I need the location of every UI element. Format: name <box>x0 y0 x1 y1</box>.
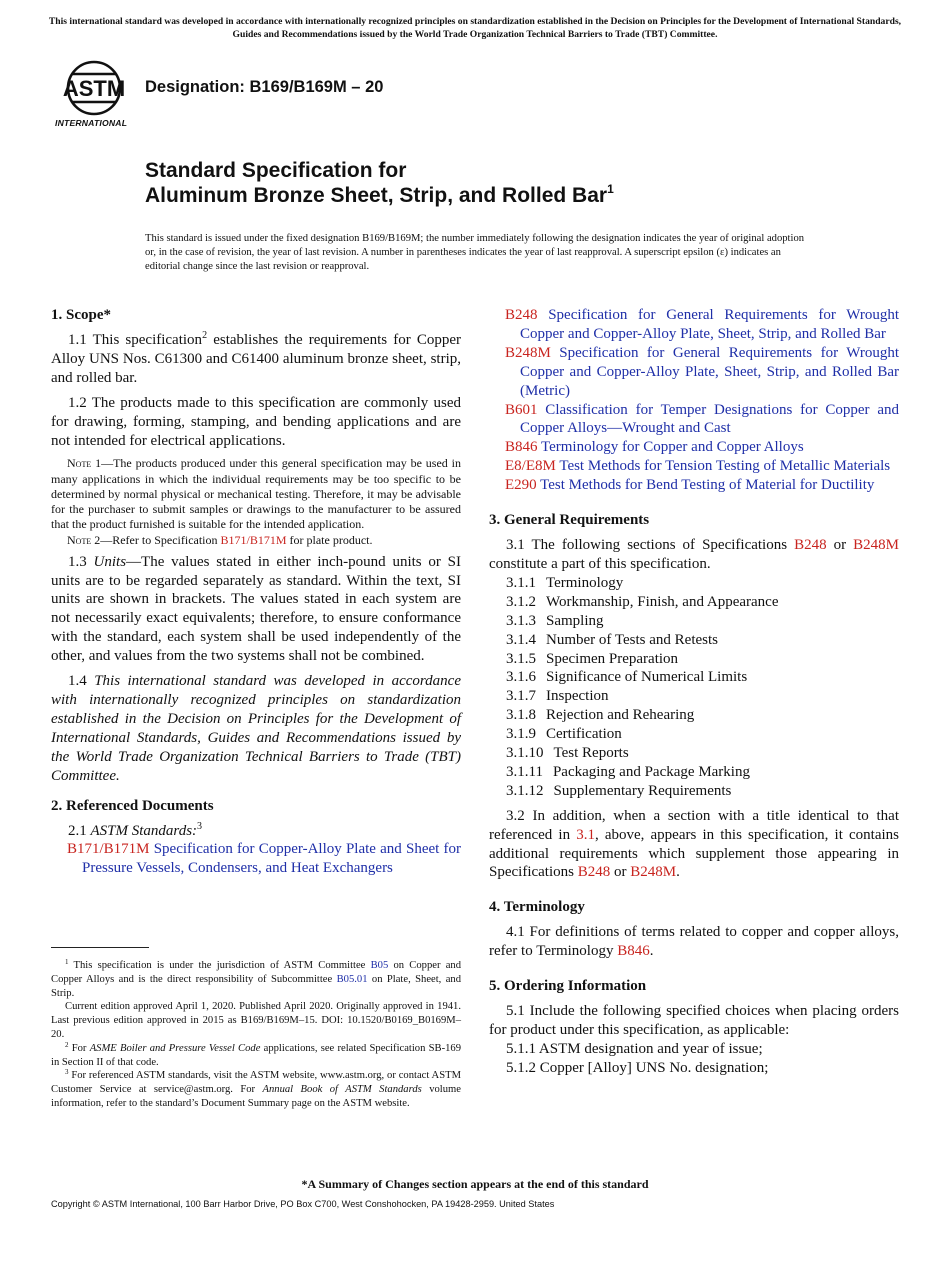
title-line-1: Standard Specification for <box>145 159 407 182</box>
ref-code-b248[interactable]: B248 <box>505 307 538 323</box>
list-item: 3.1.10 Test Reports <box>506 745 629 762</box>
footnote-1-edition: Current edition approved April 1, 2020. Published April 2020. Originally approved in 1941. Last previous edition approved in 2015 as B169/B169M–15. DOI: 10.1520/B0169_B0169M–20. <box>51 1001 461 1040</box>
note-1: Note 1—The products produced under this general specification may be used in many applications in which the individual requirements may be too specific to be determined by normal physical or mechanical testing. Therefore, it may be advisable for the purchaser to submit samples or drawings to the manufacturer to be assured that the product furnished is suitable for the intended application. <box>51 456 461 532</box>
list-item: 3.1.3 Sampling <box>506 612 604 629</box>
list-item: 3.1.12 Supplementary Requirements <box>506 782 732 799</box>
right-column <box>489 306 899 1078</box>
list-item: 3.1.11 Packaging and Package Marking <box>506 763 750 780</box>
list-item: 3.1.5 Specimen Preparation <box>506 650 679 667</box>
ref-code-e8[interactable]: E8/E8M <box>505 458 556 475</box>
left-column <box>51 306 461 878</box>
document-title <box>145 158 614 208</box>
link-b248[interactable]: B248 <box>794 537 827 554</box>
para-1-1: 1.1 This specification$^2$ establishes the requirements for Copper Alloy UNS Nos. C61300 and C61400 aluminum bronze sheet, strip, and rolled bar. <box>51 330 462 386</box>
para-3-1: 3.1 The following sections of Specifications B248 or B248M constitute a part of this specification. <box>489 537 899 572</box>
link-b05-01[interactable]: B05.01 <box>336 973 368 985</box>
link-b171[interactable]: B171/B171M <box>220 533 287 548</box>
list-item: 3.1.6 Significance of Numerical Limits <box>506 669 748 686</box>
ref-item <box>489 476 899 495</box>
list-item: 3.1.7 Inspection <box>506 688 609 705</box>
note-2: Note 2—Refer to Specification B171/B171M for plate product. <box>67 533 373 548</box>
logo-mark: ASTM <box>62 76 126 101</box>
logo-label: INTERNATIONAL <box>55 118 128 128</box>
list-item: 3.1.9 Certification <box>506 726 622 743</box>
ref-code-e290[interactable]: E290 <box>505 477 537 494</box>
astm-logo <box>52 58 136 132</box>
ref-title-b601[interactable]: Classification for Temper Designations for Copper and Copper Alloys—Wrought and Cast <box>520 401 899 437</box>
para-1-4: 1.4 This international standard was developed in accordance with internationally recognized principles on standardization established in the Decision on Principles for the Development of International Standards, Guides and Recommendations issued by the World Trade Organization Technical Barriers to Trade (TBT) Committee. <box>51 673 461 784</box>
para-3-2: 3.2 In addition, when a section with a title identical to that referenced in 3.1, above, appears in this specification, it contains additional requirements which supplement those appearing in Specifications B248 or B248M. <box>489 807 899 881</box>
link-b248m[interactable]: B248M <box>630 864 677 881</box>
footnotes <box>51 959 461 1111</box>
title-footnote-mark[interactable]: 1 <box>607 182 614 196</box>
ref-item <box>489 457 899 476</box>
list-item: 3.1.4 Number of Tests and Retests <box>506 631 718 648</box>
top-notice: This international standard was developed in accordance with internationally recognized principles on standardization established in the Decision on Principles for the Development of International Standards, Guides and Recommendations issued by the World Trade Organization Technical Barriers to Trade (TBT) Committee. <box>48 16 902 40</box>
ref-item <box>489 344 899 401</box>
section-3-list <box>489 574 899 801</box>
footnote-2-mark[interactable]: 2 <box>202 330 208 341</box>
ref-code-b601[interactable]: B601 <box>505 401 538 418</box>
para-2-1: 2.1 ASTM Standards:$^3$ <box>68 820 203 839</box>
para-5-1: 5.1 Include the following specified choices when placing orders for product under this specification, as applicable: <box>489 1003 899 1039</box>
para-4-1: 4.1 For definitions of terms related to copper and copper alloys, refer to Terminology B846. <box>489 924 899 960</box>
ref-title-b846[interactable]: Terminology for Copper and Copper Alloys <box>537 439 804 456</box>
ref-title-b248m[interactable]: Specification for General Requirements for Wrought Copper and Copper-Alloy Plate, Sheet, Strip, and Rolled Bar (Metric) <box>520 344 899 399</box>
list-item: 3.1.1 Terminology <box>506 574 624 591</box>
section-2-heading: 2. Referenced Documents <box>51 797 214 814</box>
list-item: 3.1.8 Rejection and Rehearing <box>506 707 695 724</box>
section-5-heading: 5. Ordering Information <box>489 978 647 995</box>
issued-note: This standard is issued under the fixed designation B169/B169M; the number immediately following the designation indicates the year of original adoption or, in the case of revision, the year of last revision. A number in parentheses indicates the year of last reapproval. A superscript epsilon (ε) indicates an editorial change since the last revision or reapproval. <box>145 233 805 273</box>
ref-code-b248m[interactable]: B248M <box>505 344 551 361</box>
ref-code-b846[interactable]: B846 <box>505 439 538 456</box>
astm-logo-icon <box>52 58 136 120</box>
footnote-3: $^3$ For referenced ASTM standards, visit the ASTM website, www.astm.org, or contact ASTM Customer Service at service@astm.org. For Annual Book of ASTM Standards volume information, refer to the standard’s Document Summary page on the ASTM website. <box>51 1068 461 1109</box>
para-1-2: 1.2 The products made to this specification are commonly used for drawing, forming, stamping, and bending applications and are not intended for electrical applications. <box>51 394 461 449</box>
footnote-divider <box>51 947 149 948</box>
list-item: 3.1.2 Workmanship, Finish, and Appearance <box>506 593 779 610</box>
ref-title-b171[interactable]: Specification for Copper-Alloy Plate and Sheet for Pressure Vessels, Condensers, and Heat Exchangers <box>82 841 461 877</box>
section-1-heading: 1. Scope* <box>51 307 111 323</box>
copyright: Copyright © ASTM International, 100 Barr Harbor Drive, PO Box C700, West Conshohocken, PA 19428-2959. United States <box>51 1199 555 1209</box>
section-4-heading: 4. Terminology <box>489 899 585 916</box>
link-b846[interactable]: B846 <box>617 943 650 960</box>
ref-title-b248[interactable]: Specification for General Requirements for Wrought Copper and Copper-Alloy Plate, Sheet, Strip, and Rolled Bar <box>520 307 899 342</box>
summary-of-changes-note: *A Summary of Changes section appears at the end of this standard <box>301 1177 649 1191</box>
link-b248[interactable]: B248 <box>577 864 611 881</box>
footnote-1: $^1$ This specification is under the jurisdiction of ASTM Committee B05 on Copper and Copper Alloys and is the direct responsibility of Subcommittee B05.01 on Plate, Sheet, and Strip. <box>51 958 462 999</box>
designation: Designation: B169/B169M – 20 <box>145 78 384 96</box>
link-b248m[interactable]: B248M <box>853 537 899 554</box>
link-3-1[interactable]: 3.1 <box>576 826 595 843</box>
ref-item <box>489 306 899 344</box>
ref-title-e290[interactable]: Test Methods for Bend Testing of Material for Ductility <box>536 477 875 494</box>
ref-item <box>489 401 899 439</box>
para-1-3: 1.3 Units—The values stated in either inch-pound units or SI units are to be regarded separately as standard. Within the text, SI units are shown in brackets. The values stated in each system are not necessarily exact equivalents; therefore, to ensure conformance with the standard, each system shall be used independently of the other, and values from the two systems shall not be combined. <box>51 553 461 665</box>
link-b05[interactable]: B05 <box>370 960 389 971</box>
list-item: 5.1.1 ASTM designation and year of issue; <box>506 1041 763 1057</box>
title-line-2: Aluminum Bronze Sheet, Strip, and Rolled Bar$^1$ <box>145 182 614 207</box>
ref-title-e8[interactable]: Test Methods for Tension Testing of Metallic Materials <box>555 458 891 475</box>
section-3-heading: 3. General Requirements <box>489 512 650 529</box>
footnote-2: $^2$ For ASME Boiler and Pressure Vessel Code applications, see related Specification SB-169 in Section II of that code. <box>51 1040 462 1068</box>
list-item: 5.1.2 Copper [Alloy] UNS No. designation; <box>506 1059 769 1076</box>
footnote-3-mark[interactable]: 3 <box>197 820 203 832</box>
ref-code-b171[interactable]: B171/B171M <box>67 841 150 858</box>
ref-item <box>489 438 899 457</box>
ref-item <box>51 840 461 878</box>
